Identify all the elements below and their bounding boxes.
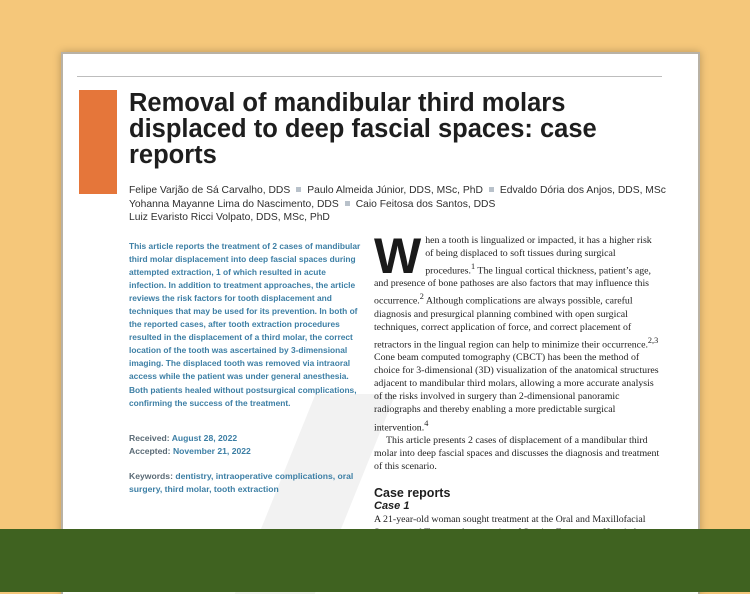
author-6: Luiz Evaristo Ricci Volpato, DDS, MSc, PhD [129, 212, 330, 223]
case1-paragraph: A 21-year-old woman sought treatment at the Oral and Maxillofacial [374, 513, 646, 525]
accepted-date: November 21, 2022 [172, 446, 251, 456]
received-date: August 28, 2022 [171, 433, 238, 443]
citation: 4 [424, 418, 429, 428]
article-page [61, 52, 700, 594]
drop-cap: W [374, 228, 422, 284]
body-column [374, 228, 660, 552]
intro-paragraph: When a tooth is lingualized or impacted, it has a higher risk of being displaced to soft tissues during surgical procedures.$^1$ The lingual cortical thickness, patient’s age, and presence of bone pathoses are also factors that may influence this occurrence.$^2$ Although complications are always possible, careful diagnosis and presurgical planning combined with open surgical techniques, correct application of force, and correct placement of retractors in the lingual region can help to minimize their occurrence.$^{2,3}$ Cone beam computed tomography (CBCT) has been the method of choice for 3-dimensional (3D) visualization of the anatomical structures adjacent to mandibular third molars, allowing a more accurate analysis of the risks involved in surgery than 2-dimensional panoramic radiographs and thereby enabling a more predictable surgical intervention.$^4$ [374, 228, 659, 433]
citation: 2 [419, 292, 424, 302]
keywords-list: dentistry, intraoperative complications, oral surgery, third molar, tooth extraction [129, 471, 354, 494]
author-list [129, 184, 689, 225]
author-separator [345, 201, 350, 206]
author-separator [296, 187, 301, 192]
subsection-heading: Case 1 [374, 499, 410, 512]
header-rule [77, 76, 662, 77]
received-label: Received: [129, 433, 170, 443]
citation: 1 [471, 262, 476, 272]
intro-paragraph-2: This article presents 2 cases of displacement of a mandibular third molar into deep fascial spaces and discusses the diagnosis and treatment of this scenario. [374, 434, 660, 472]
title-accent-bar [79, 90, 117, 194]
author-5: Caio Feitosa dos Santos, DDS [355, 198, 496, 210]
accepted-label: Accepted: [129, 446, 171, 456]
keywords-block [129, 470, 365, 496]
keywords-label: Keywords: [129, 471, 173, 481]
author-separator [489, 187, 494, 192]
article-title: Removal of mandibular third molars displaced to deep fascial spaces: case reports [129, 89, 597, 169]
section-heading: Case reports [374, 485, 451, 500]
author-3: Edvaldo Dória dos Anjos, DDS, MSc [499, 185, 666, 196]
abstract: This article reports the treatment of 2 cases of mandibular third molar displacement into deep fascial spaces during attempted extraction, 1 of which resulted in acute infection. In addition to treatment approaches, the article reviews the risk factors for tooth displacement and techniques that may be used for its prevention. In both of the reported cases, after tooth extraction procedures resulted in the displacement of a third molar, the correct location of the tooth was ascertained by 3-dimensional imaging. The displaced tooth was removed via intraoral access while the patient was under general anesthesia. Both patients healed without postsurgical complications, confirming the success of the treatment. [129, 241, 361, 408]
dates-block [129, 432, 365, 458]
citation: 2,3 [647, 335, 659, 345]
author-1: Felipe Varjão de Sá Carvalho, DDS [129, 185, 291, 196]
footer-band [0, 529, 750, 592]
author-2: Paulo Almeida Júnior, DDS, MSc, PhD [307, 185, 483, 196]
author-4: Yohanna Mayanne Lima do Nascimento, DDS [129, 198, 339, 210]
